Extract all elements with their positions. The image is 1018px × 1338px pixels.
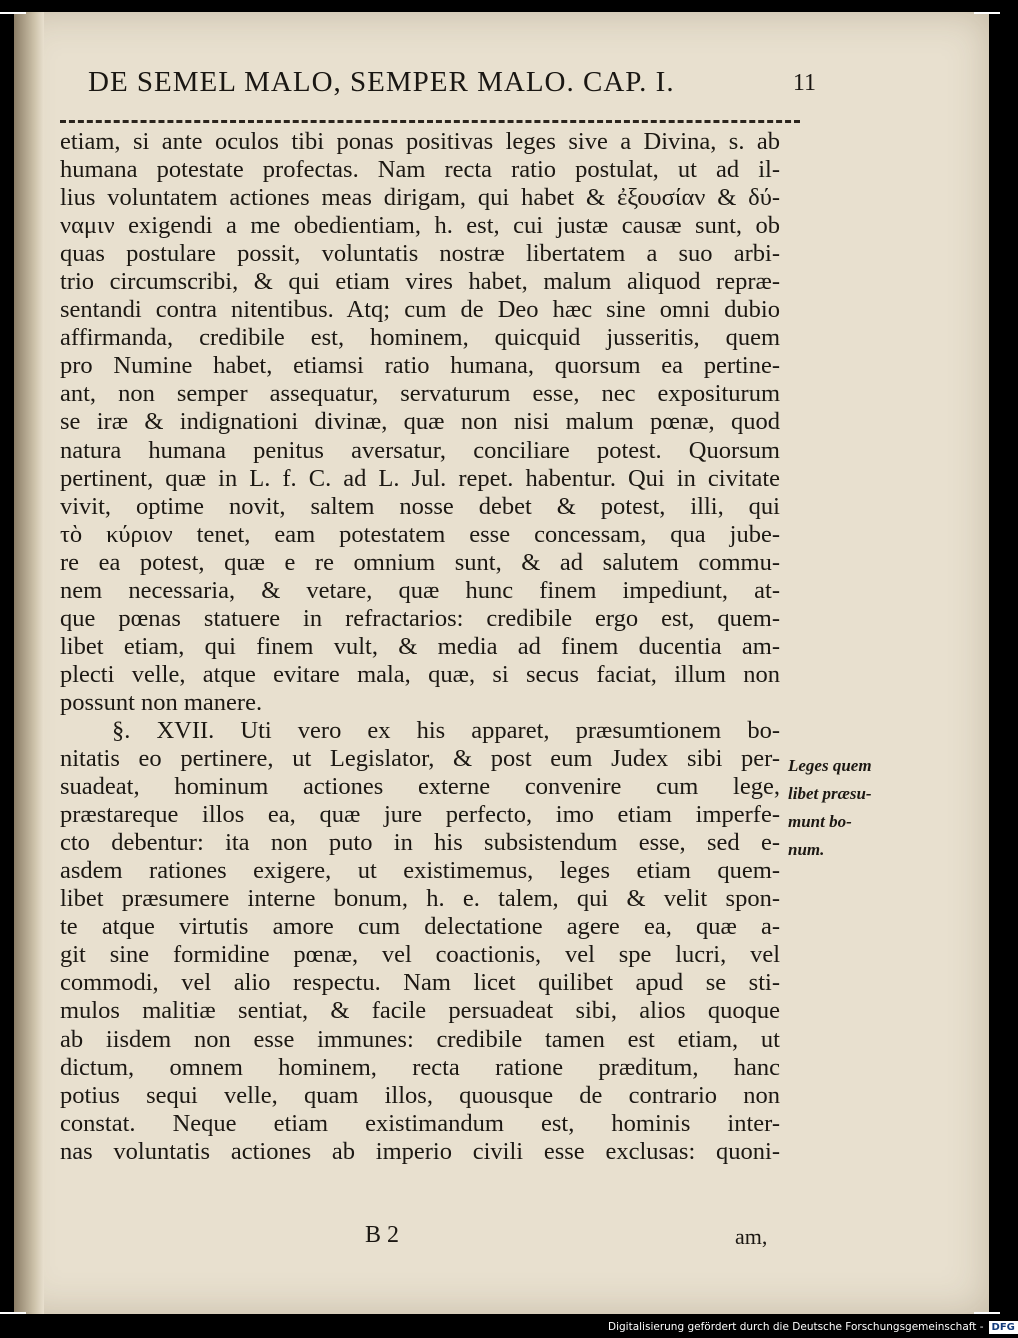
text-line: pro Numine habet, etiamsi ratio humana, quorsum ea pertine- <box>60 352 780 380</box>
text-line: se iræ & indignationi divinæ, quæ non nisi malum pœnæ, quod <box>60 408 780 436</box>
text-line: libet etiam, qui finem vult, & media ad finem ducentia am- <box>60 632 780 660</box>
text-line: trio circumscribi, & qui etiam vires habet, malum aliquod repræ- <box>60 268 780 296</box>
margin-note <box>788 752 938 864</box>
text-line: re ea potest, quæ e re omnium sunt, & ad salutem commu- <box>60 548 780 576</box>
margin-note-line: Leges quem <box>788 756 872 775</box>
margin-note-line: num. <box>788 840 825 859</box>
book-gutter <box>14 12 44 1314</box>
text-line: cto debentur: ita non puto in his subsistendum esse, sed e- <box>60 829 780 857</box>
text-line: ναμιν exigendi a me obedientiam, h. est, cui justæ causæ sunt, ob <box>60 212 780 240</box>
text-line: te atque virtutis amore cum delectatione agere ea, quæ a- <box>60 913 780 941</box>
text-line: commodi, vel alio respectu. Nam licet quilibet apud se sti- <box>60 969 780 997</box>
text-line: que pœnas statuere in refractarios: credibile ergo est, quem- <box>60 604 780 632</box>
text-line: etiam, si ante oculos tibi ponas positivas leges sive a Divina, s. ab <box>60 128 780 155</box>
text-line: humana potestate profectas. Nam recta ratio postulat, ut ad il- <box>60 156 780 184</box>
text-line: τὸ κύριον tenet, eam potestatem esse concessam, qua jube- <box>60 520 780 548</box>
text-line: mulos malitiæ sentiat, & facile persuadeat sibi, alios quoque <box>60 997 780 1025</box>
text-line: nas voluntatis actiones ab imperio civili esse exclusas: quoni- <box>60 1137 780 1165</box>
margin-note-line: libet præsu- <box>788 784 872 803</box>
text-line: ab iisdem non esse immunes: credibile tamen est etiam, ut <box>60 1025 780 1053</box>
text-line: plecti velle, atque evitare mala, quæ, si secus faciat, illum non <box>60 660 780 688</box>
catchword: am, <box>735 1224 768 1249</box>
text-line: vivit, optime novit, saltem nosse debet & potest, illi, qui <box>60 492 780 520</box>
text-line: præstareque illos ea, quæ jure perfecto, imo etiam imperfe- <box>60 801 780 829</box>
page-header <box>88 66 816 110</box>
text-line: possunt non manere. <box>60 688 263 716</box>
text-line: libet præsumere interne bonum, h. e. talem, qui & velit spon- <box>60 885 780 913</box>
crop-mark <box>0 1312 26 1314</box>
text-line: constat. Neque etiam existimandum est, hominis inter- <box>60 1109 780 1137</box>
crop-mark <box>974 1312 1000 1314</box>
running-head: DE SEMEL MALO, SEMPER MALO. CAP. I. <box>88 66 675 98</box>
footer-text: Digitalisierung gefördert durch die Deutsche Forschungsgemeinschaft - <box>608 1321 984 1333</box>
text-line: nem necessaria, & vetare, quæ hunc finem impediunt, at- <box>60 576 780 604</box>
footer-credit <box>608 1318 1018 1336</box>
crop-mark <box>0 12 26 14</box>
text-line: lius voluntatem actiones meas dirigam, qui habet & ἐξουσίαν & δύ- <box>60 184 780 212</box>
signature-mark: B 2 <box>365 1222 400 1248</box>
body-text <box>60 128 780 1166</box>
text-line: pertinent, quæ in L. f. C. ad L. Jul. repet. habentur. Qui in civitate <box>60 464 780 492</box>
text-line: ant, non semper assequatur, servaturum esse, nec expositurum <box>60 380 780 408</box>
crop-mark <box>974 12 1000 14</box>
text-line: dictum, omnem hominem, recta ratione præditum, hanc <box>60 1053 780 1081</box>
margin-note-line: munt bo- <box>788 812 852 831</box>
page-number: 11 <box>792 70 816 96</box>
dfg-logo: DFG <box>989 1321 1018 1334</box>
text-line: git sine formidine pœnæ, vel coactionis, vel spe lucri, vel <box>60 941 780 969</box>
text-line: asdem rationes exigere, ut existimemus, leges etiam quem- <box>60 857 780 885</box>
header-rule <box>60 120 800 123</box>
text-line: affirmanda, credibile est, hominem, quicquid jusseritis, quem <box>60 324 780 352</box>
text-line: natura humana penitus aversatur, conciliare potest. Quorsum <box>60 436 780 464</box>
text-line: sentandi contra nitentibus. Atq; cum de Deo hæc sine omni dubio <box>60 296 780 324</box>
section-heading-line: §. XVII. Uti vero ex his apparet, præsumtionem bo- <box>112 716 780 744</box>
text-line: quas postulare possit, voluntatis nostræ libertatem a suo arbi- <box>60 240 780 268</box>
text-line: suadeat, hominum actiones externe convenire cum lege, <box>60 773 780 801</box>
text-line: potius sequi velle, quam illos, quousque de contrario non <box>60 1081 780 1109</box>
text-line: nitatis eo pertinere, ut Legislator, & post eum Judex sibi per- <box>60 745 780 773</box>
